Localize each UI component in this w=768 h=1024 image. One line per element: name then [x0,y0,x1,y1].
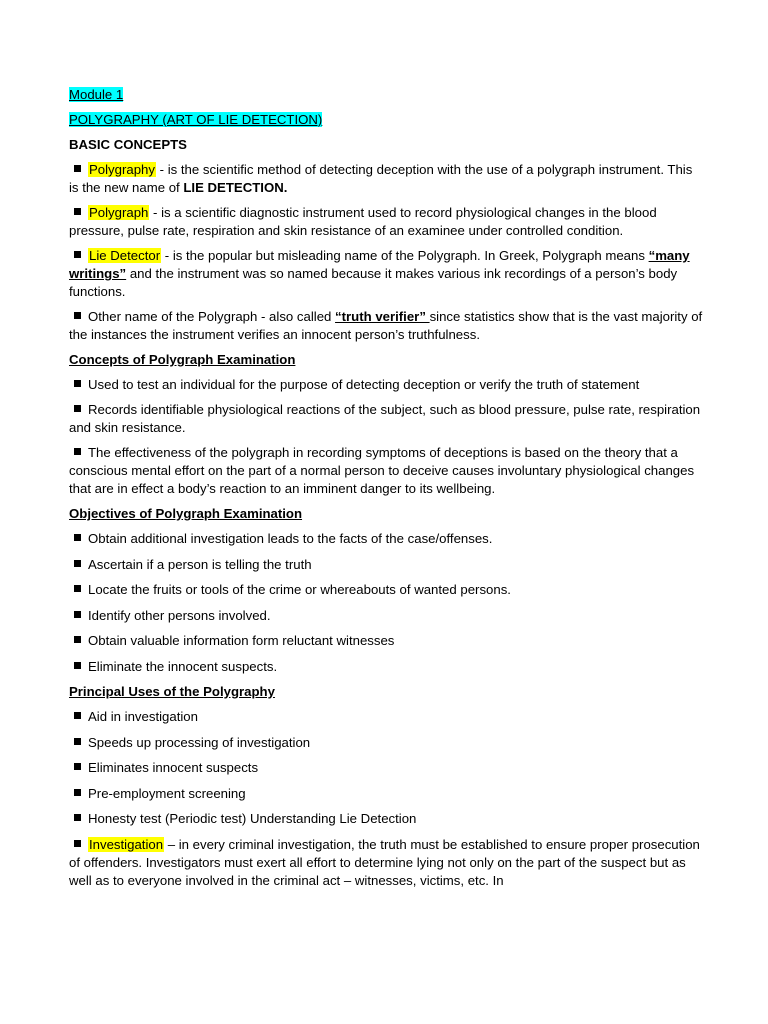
bullet-icon [74,840,81,847]
bullet-icon [74,789,81,796]
bullet-icon [74,380,81,387]
list-item: Aid in investigation [69,708,705,726]
list-item: Honesty test (Periodic test) Understanding Lie Detection [69,810,705,828]
concepts-heading: Concepts of Polygraph Examination [69,352,296,367]
list-item: Eliminates innocent suspects [69,759,705,777]
bullet-icon [74,611,81,618]
bullet-icon [74,738,81,745]
bullet-icon [74,585,81,592]
basic-concepts-heading: BASIC CONCEPTS [69,137,187,152]
term-highlight: Polygraph [89,205,149,220]
list-item: Other name of the Polygraph - also called “truth verifier” since statistics show that is the vast majority of the instances the instrument verifies an innocent person’s truthfulness. [69,309,703,342]
module-title: Module 1 [69,87,124,102]
main-title: POLYGRAPHY (ART OF LIE DETECTION) [69,112,323,127]
list-item: Speeds up processing of investigation [69,734,705,752]
bullet-icon [74,814,81,821]
list-item: Used to test an individual for the purpose of detecting deception or verify the truth of statement [69,376,705,394]
term-highlight: Polygraphy [89,162,155,177]
bullet-icon [74,208,81,215]
document-body [69,86,705,897]
objectives-heading: Objectives of Polygraph Examination [69,506,303,521]
bullet-icon [74,165,81,172]
bullet-icon [74,534,81,541]
list-item: Locate the fruits or tools of the crime or whereabouts of wanted persons. [69,581,705,599]
bullet-icon [74,448,81,455]
list-item: The effectiveness of the polygraph in recording symptoms of deceptions is based on the theory that a conscious mental effort on the part of a normal person to deceive causes involuntary physiological changes that are in effect a body’s reaction to an imminent danger to its wellbeing. [69,445,695,496]
bullet-icon [74,662,81,669]
list-item: Ascertain if a person is telling the truth [69,556,705,574]
uses-heading: Principal Uses of the Polygraphy [69,684,275,699]
bullet-icon [74,712,81,719]
list-item: Obtain valuable information form reluctant witnesses [69,632,705,650]
list-item: Pre-employment screening [69,785,705,803]
list-item: Eliminate the innocent suspects. [69,658,705,676]
list-item: Lie Detector - is the popular but misleading name of the Polygraph. In Greek, Polygraph means “many writings” and the instrument was so named because it makes various ink recordings of a person’s body functions. [69,248,690,299]
bullet-icon [74,405,81,412]
term-highlight: Investigation [89,836,164,852]
list-item: Records identifiable physiological reactions of the subject, such as blood pressure, pulse rate, respiration and skin resistance. [69,402,701,435]
bullet-icon [74,312,81,319]
bullet-icon [74,636,81,643]
list-item: Investigation – in every criminal investigation, the truth must be established to ensure proper prosecution of offenders. Investigators must exert all effort to determine lying not only on the part of the suspect but as well as to everyone involved in the criminal act – witnesses, victims, etc. In [69,836,700,888]
list-item: Polygraphy - is the scientific method of detecting deception with the use of a polygraph instrument. This is the new name of LIE DETECTION. [69,162,693,195]
bullet-icon [74,560,81,567]
list-item: Obtain additional investigation leads to the facts of the case/offenses. [69,530,705,548]
list-item: Identify other persons involved. [69,607,705,625]
bullet-icon [74,251,81,258]
list-item: Polygraph - is a scientific diagnostic instrument used to record physiological changes in the blood pressure, pulse rate, respiration and skin resistance of an examinee under controlled condition. [69,205,657,238]
bullet-icon [74,763,81,770]
term-highlight: Lie Detector [89,248,161,263]
